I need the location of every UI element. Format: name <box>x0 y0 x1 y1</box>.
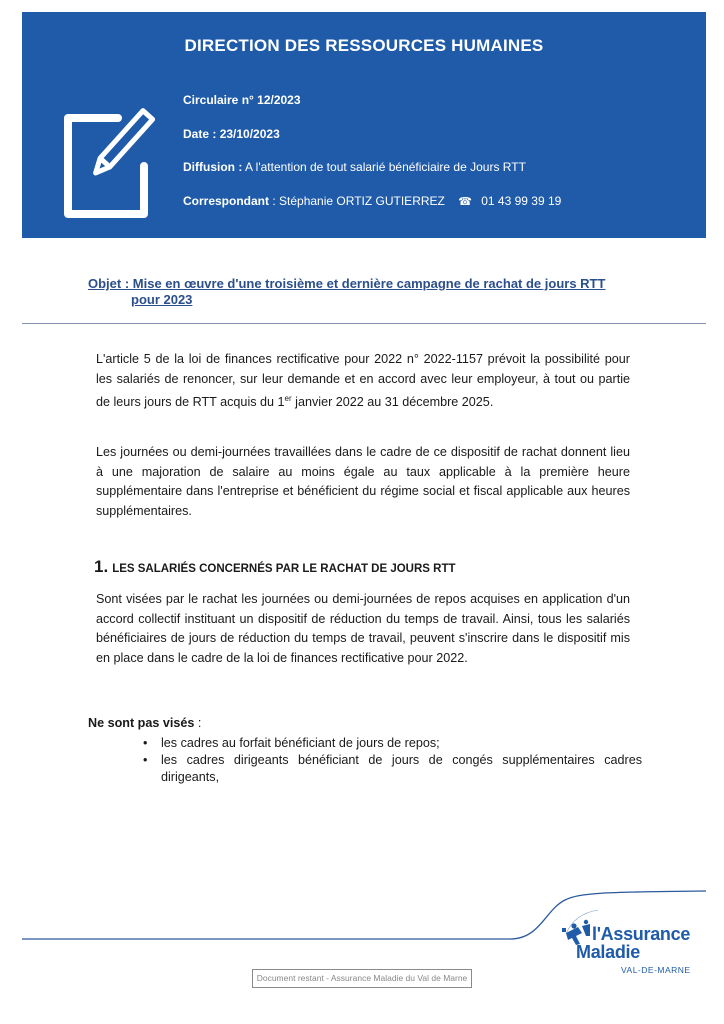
eligible-paragraph: Sont visées par le rachat les journées ou demi-journées de repos acquises en application d'un accord collectif instituant un dispositif de réduction du temps de travail. Ainsi, tous les salariés bénéficiaires de jours de réduction du temps de travail, peuvent s'inscrire dans le dispositif mis en place dans le cadre de la loi de finances rectificative pour 2022. <box>96 592 630 665</box>
list-item <box>144 735 642 752</box>
list-item-text: les cadres au forfait bénéficiant de jours de repos; <box>161 736 440 750</box>
section-1-heading <box>94 557 456 577</box>
not-covered-colon: : <box>194 716 202 730</box>
subject-line-1: Objet : Mise en œuvre d'une troisième et dernière campagne de rachat de jours RTT <box>88 276 606 291</box>
circular-number <box>183 92 561 126</box>
subject-line-2: pour 2023 <box>131 292 193 307</box>
date-value: 23/10/2023 <box>219 126 280 141</box>
circular-correspondent <box>183 193 561 227</box>
diffusion-label: Diffusion : <box>183 160 243 174</box>
circular-date <box>183 126 561 160</box>
logo-line-2: Maladie <box>576 942 640 962</box>
edit-pencil-icon <box>56 104 166 224</box>
correspondent-name: : Stéphanie ORTIZ GUTIERREZ <box>272 193 445 208</box>
circular-number-text: Circulaire n° 12/2023 <box>183 93 301 107</box>
correspondent-label: Correspondant <box>183 193 270 208</box>
intro-text-a: L'article 5 de la loi de finances rectificative pour 2022 n° 2022-1157 prévoit la possibilité pour les salariés de renoncer, sur leur demande et en accord avec leur employeur, à tout ou partie de leurs jours de RTT acquis du 1 <box>96 352 630 410</box>
logo-line-1: l'Assurance <box>592 924 691 944</box>
not-covered-list <box>144 735 642 786</box>
correspondent-phone: 01 43 99 39 19 <box>481 193 562 208</box>
ordinal-superscript: er <box>284 394 292 403</box>
majoration-paragraph: Les journées ou demi-journées travaillées dans le cadre de ce dispositif de rachat donnent lieu à une majoration de salaire au moins égale au taux applicable à la première heure supplémentaire dans l'entreprise et bénéficient du régime social et fiscal applicable aux heures supplémentaires. <box>96 445 630 518</box>
section-number: 1. <box>94 557 109 576</box>
diffusion-value: A l'attention de tout salarié bénéficiaire de Jours RTT <box>245 160 526 174</box>
phone-icon: ☎ <box>458 195 472 208</box>
not-covered-label <box>88 716 201 730</box>
department-title: DIRECTION DES RESSOURCES HUMAINES <box>184 36 544 55</box>
bullet-icon: • <box>143 736 148 750</box>
intro-paragraph <box>96 350 630 413</box>
list-item <box>144 752 642 786</box>
logo-line-3: VAL-DE-MARNE <box>621 965 691 975</box>
bullet-icon: • <box>143 753 148 767</box>
header-banner <box>22 12 706 238</box>
section-title: LES SALARIÉS CONCERNÉS PAR LE RACHAT DE JOURS RTT <box>112 563 456 575</box>
intro-text-b: janvier 2022 au 31 décembre 2025. <box>291 395 494 410</box>
document-stamp: Document restant - Assurance Maladie du Val de Marne <box>252 969 472 988</box>
subject-heading <box>88 276 648 308</box>
subject-divider <box>22 323 706 324</box>
not-covered-text: Ne sont pas visés <box>88 716 195 730</box>
circular-metadata <box>183 92 561 226</box>
list-item-text: les cadres dirigeants bénéficiant de jours de congés supplémentaires cadres dirigeants, <box>161 753 642 784</box>
circular-diffusion <box>183 159 561 193</box>
date-label: Date : <box>183 126 217 141</box>
